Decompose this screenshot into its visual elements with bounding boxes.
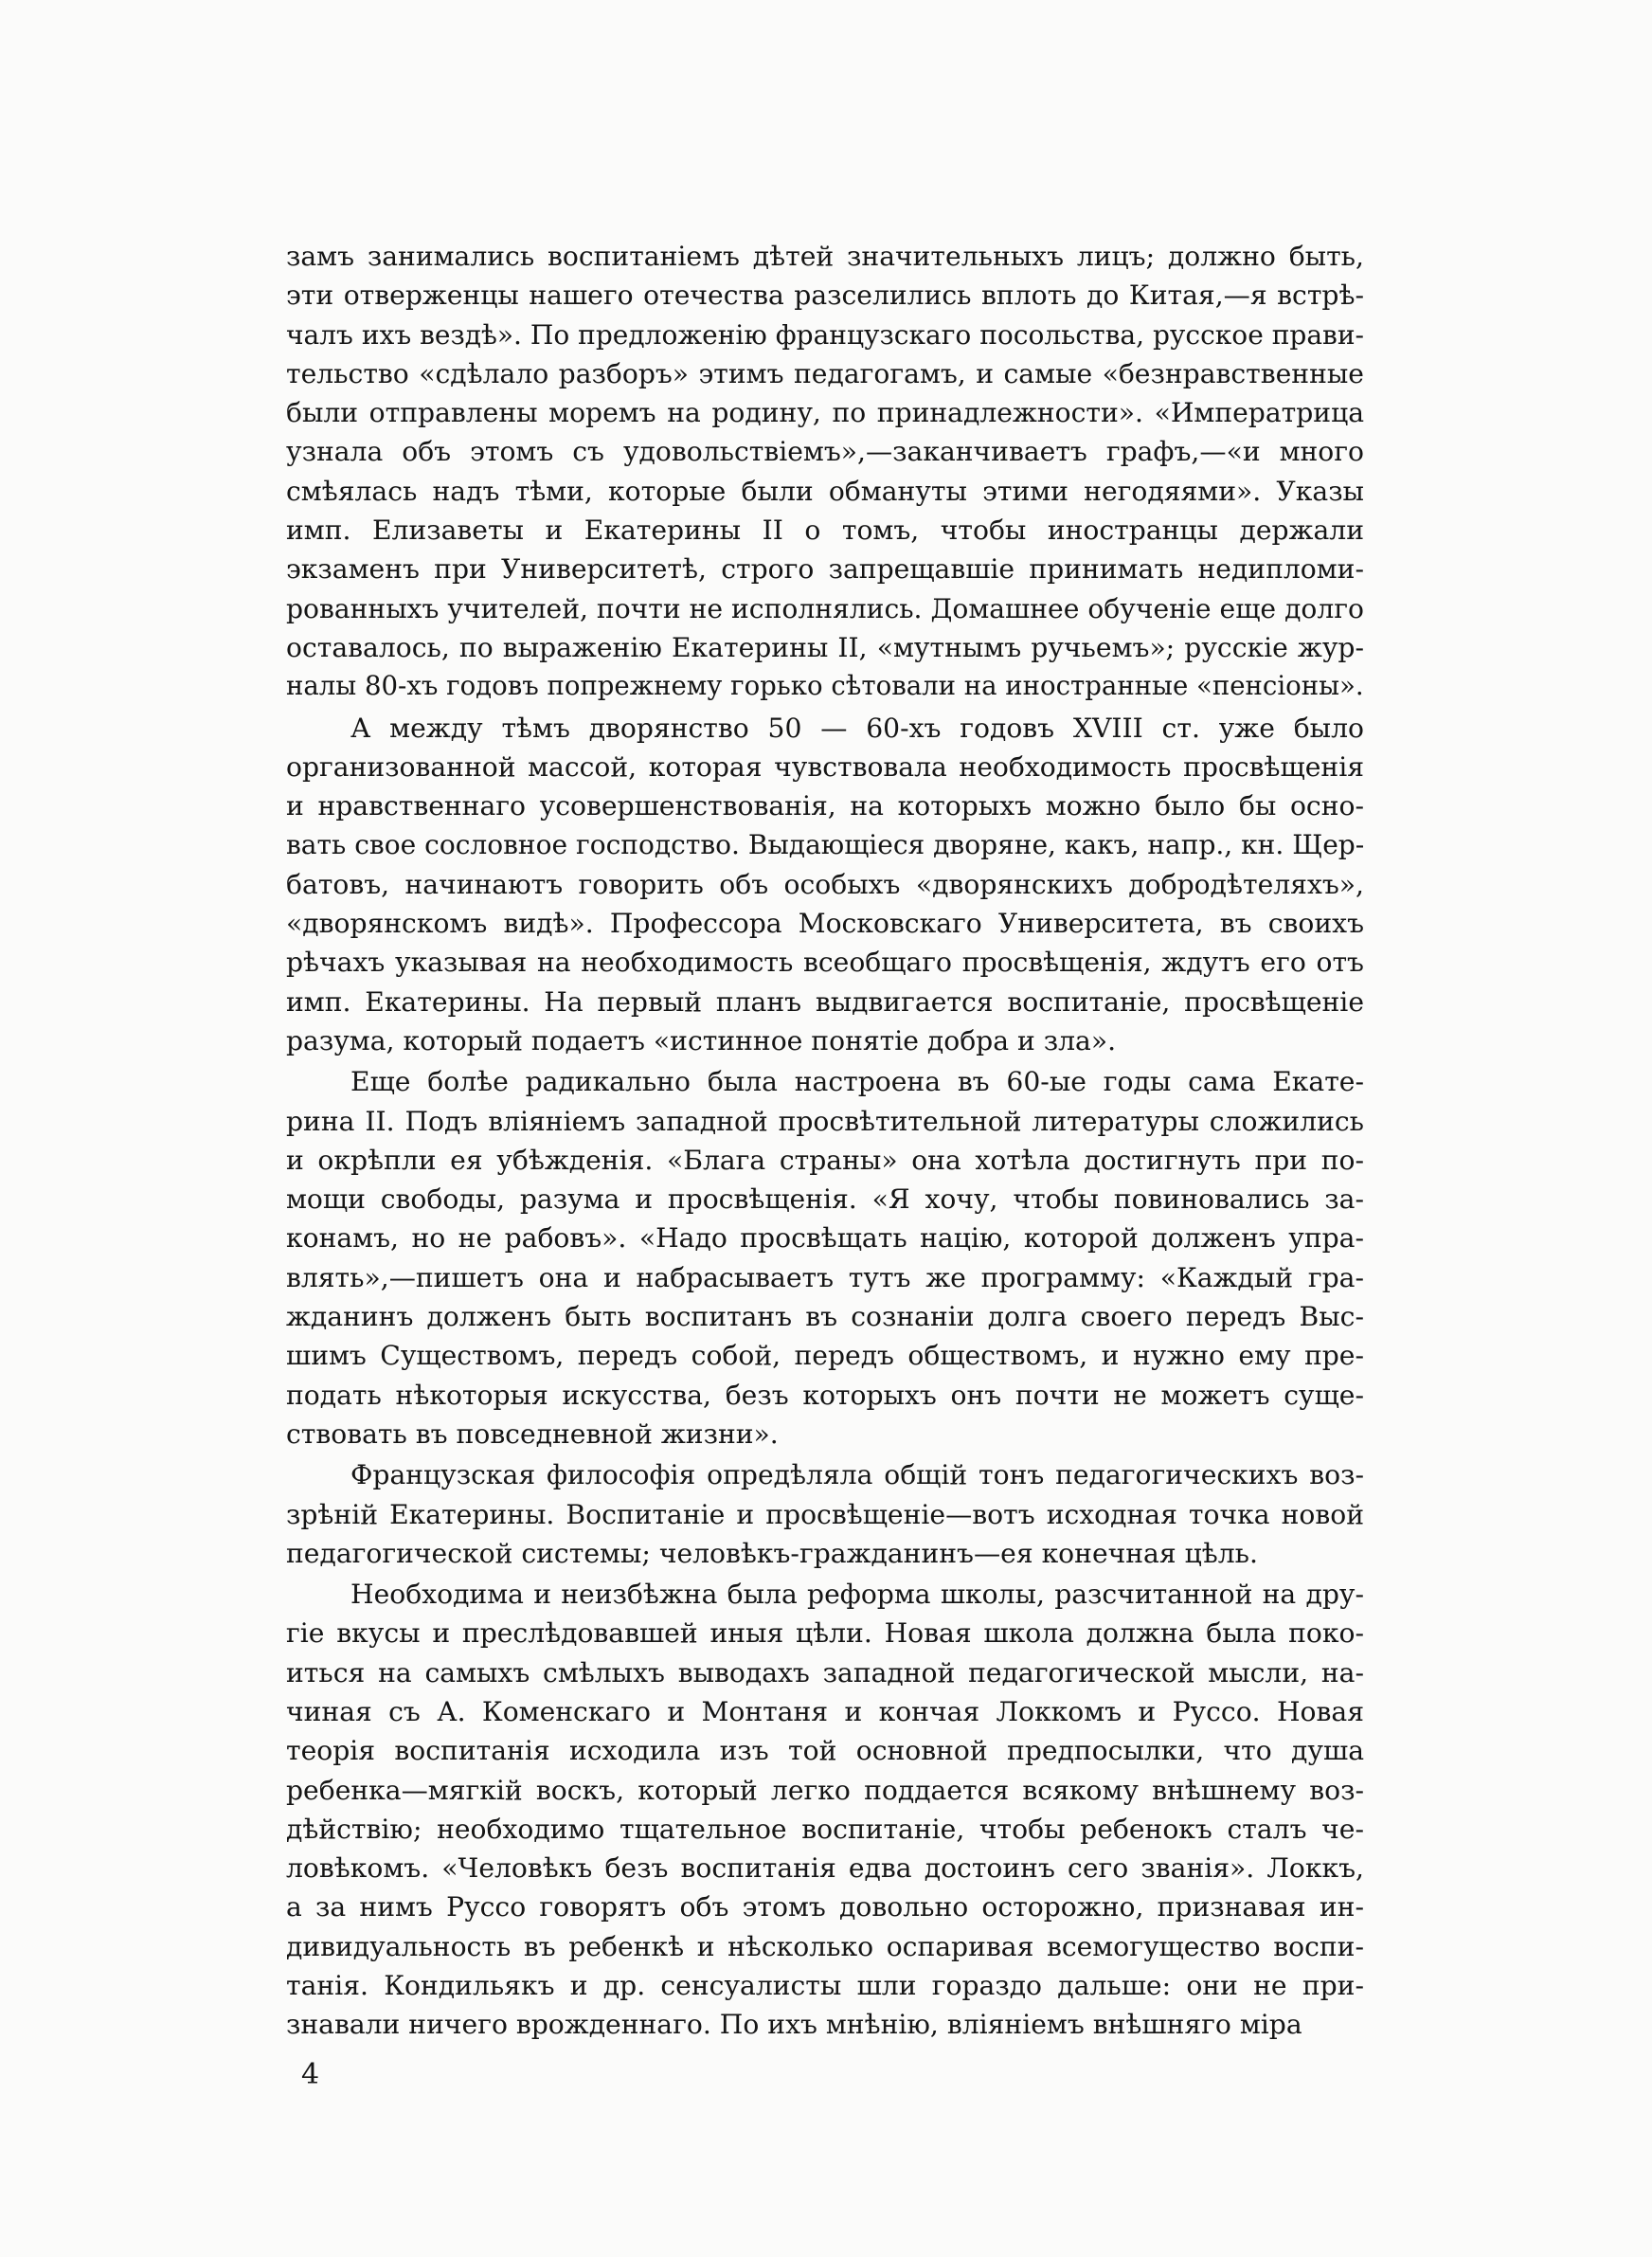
paragraph <box>286 1575 1364 2045</box>
text-line: батовъ, начинаютъ говорить объ особыхъ «дворянскихъ добродѣтеляхъ», <box>286 868 1364 900</box>
text-line: имп. Екатерины. На первый планъ выдвигается воспитаніе, просвѣщеніе <box>286 985 1364 1018</box>
text-line: рѣчахъ указывая на необходимость всеобщаго просвѣщенія, ждутъ его отъ <box>286 947 1364 979</box>
text-line: эти отверженцы нашего отечества разселились вплоть до Китая,—я встрѣ- <box>286 280 1364 312</box>
text-line: рина II. Подъ вліяніемъ западной просвѣтительной литературы сложились <box>286 1105 1364 1137</box>
text-line: ствовать въ повседневной жизни». <box>286 1417 779 1450</box>
text-line: оставалось, по выраженію Екатерины II, «мутнымъ ручьемъ»; русскіе жур- <box>286 631 1364 663</box>
text-line: и нравственнаго усовершенствованія, на которыхъ можно было бы осно- <box>286 790 1364 822</box>
text-line: Еще болѣе радикально была настроена въ 60-ые годы сама Екате- <box>350 1066 1364 1098</box>
paragraph <box>286 1062 1364 1454</box>
text-line: экзаменъ при Университетѣ, строго запрещавшіе принимать недипломи- <box>286 553 1364 586</box>
text-line: смѣялась надъ тѣми, которые были обмануты этими негодяями». Указы <box>286 475 1364 507</box>
text-line: дивидуальность въ ребенкѣ и нѣсколько оспаривая всемогущество воспи- <box>286 1930 1364 1962</box>
text-line: организованной массой, которая чувствовала необходимость просвѣщенія <box>286 750 1364 783</box>
text-line: тельство «сдѣлало разборъ» этимъ педагогамъ, и самые «безнравственные <box>286 357 1364 389</box>
text-line: дѣйствію; необходимо тщательное воспитаніе, чтобы ребенокъ сталъ че- <box>286 1813 1364 1845</box>
text-line: узнала объ этомъ съ удовольствіемъ»,—заканчиваетъ графъ,—«и много <box>286 436 1364 468</box>
text-line: рованныхъ учителей, почти не исполнялись. Домашнее обученіе еще долго <box>286 592 1364 624</box>
text-line: имп. Елизаветы и Екатерины II о томъ, чтобы иностранцы держали <box>286 515 1364 547</box>
text-line: танія. Кондильякъ и др. сенсуалисты шли гораздо дальше: они не при- <box>286 1970 1364 2002</box>
text-line: «дворянскомъ видѣ». Профессора Московскаго Университета, въ своихъ <box>286 908 1364 940</box>
text-line: замъ занимались воспитаніемъ дѣтей значительныхъ лицъ; должно быть, <box>286 241 1364 272</box>
body-text <box>286 237 1364 2045</box>
text-line: ребенка—мягкій воскъ, который легко поддается всякому внѣшнему воз- <box>286 1774 1364 1806</box>
text-line: и окрѣпли ея убѣжденія. «Блага страны» она хотѣла достигнуть при по- <box>286 1144 1364 1176</box>
text-line: Необходима и неизбѣжна была реформа школы, разсчитанной на дру- <box>350 1579 1364 1611</box>
text-line: чалъ ихъ вездѣ». По предложенію французскаго посольства, русское прави- <box>286 318 1364 351</box>
text-line: гіе вкусы и преслѣдовавшей иныя цѣли. Новая школа должна была поко- <box>286 1617 1364 1650</box>
text-line: иться на самыхъ смѣлыхъ выводахъ западной педагогической мысли, на- <box>286 1656 1364 1688</box>
text-line: налы 80-хъ годовъ попрежнему горько сѣтовали на иностранные «пенсіоны». <box>286 671 1364 702</box>
text-line: а за нимъ Руссо говорятъ объ этомъ довольно осторожно, признавая ин- <box>286 1891 1364 1923</box>
text-line: шимъ Существомъ, передъ собой, передъ обществомъ, и нужно ему пре- <box>286 1340 1364 1372</box>
text-line: вать свое сословное господство. Выдающіеся дворяне, какъ, напр., кн. Щер- <box>286 829 1365 861</box>
text-line: жданинъ долженъ быть воспитанъ въ сознаніи долга своего передъ Выс- <box>286 1301 1364 1333</box>
paragraph <box>286 1455 1364 1573</box>
text-line: конамъ, но не рабовъ». «Надо просвѣщать націю, которой долженъ упра- <box>286 1222 1364 1255</box>
text-line: были отправлены моремъ на родину, по принадлежности». «Императрица <box>286 397 1364 429</box>
text-line: ловѣкомъ. «Человѣкъ безъ воспитанія едва достоинъ сего званія». Локкъ, <box>286 1852 1364 1885</box>
text-line: педагогической системы; человѣкъ-гражданинъ—ея конечная цѣль. <box>286 1537 1258 1569</box>
page-number: 4 <box>301 2058 320 2091</box>
text-line: теорія воспитанія исходила изъ той основной предпосылки, что душа <box>286 1735 1364 1767</box>
text-line: подать нѣкоторыя искусства, безъ которыхъ онъ почти не можетъ суще- <box>286 1379 1364 1411</box>
text-line: мощи свободы, разума и просвѣщенія. «Я хочу, чтобы повиновались за- <box>286 1183 1364 1216</box>
text-line: Французская философія опредѣляла общій тонъ педагогическихъ воз- <box>350 1459 1364 1491</box>
text-line: знавали ничего врожденнаго. По ихъ мнѣнію, вліяніемъ внѣшняго міра <box>286 2009 1302 2041</box>
text-line: разума, который подаетъ «истинное понятіе добра и зла». <box>286 1024 1117 1056</box>
text-line: чиная съ А. Коменскаго и Монтаня и кончая Локкомъ и Руссо. Новая <box>286 1695 1364 1727</box>
paragraph <box>286 709 1364 1061</box>
text-line: зрѣній Екатерины. Воспитаніе и просвѣщеніе—вотъ исходная точка новой <box>286 1498 1364 1530</box>
text-line: влять»,—пишетъ она и набрасываетъ тутъ же программу: «Каждый гра- <box>286 1261 1364 1293</box>
text-line: А между тѣмъ дворянство 50 — 60-хъ годовъ XVIII ст. уже было <box>350 712 1364 744</box>
paragraph <box>286 237 1364 707</box>
